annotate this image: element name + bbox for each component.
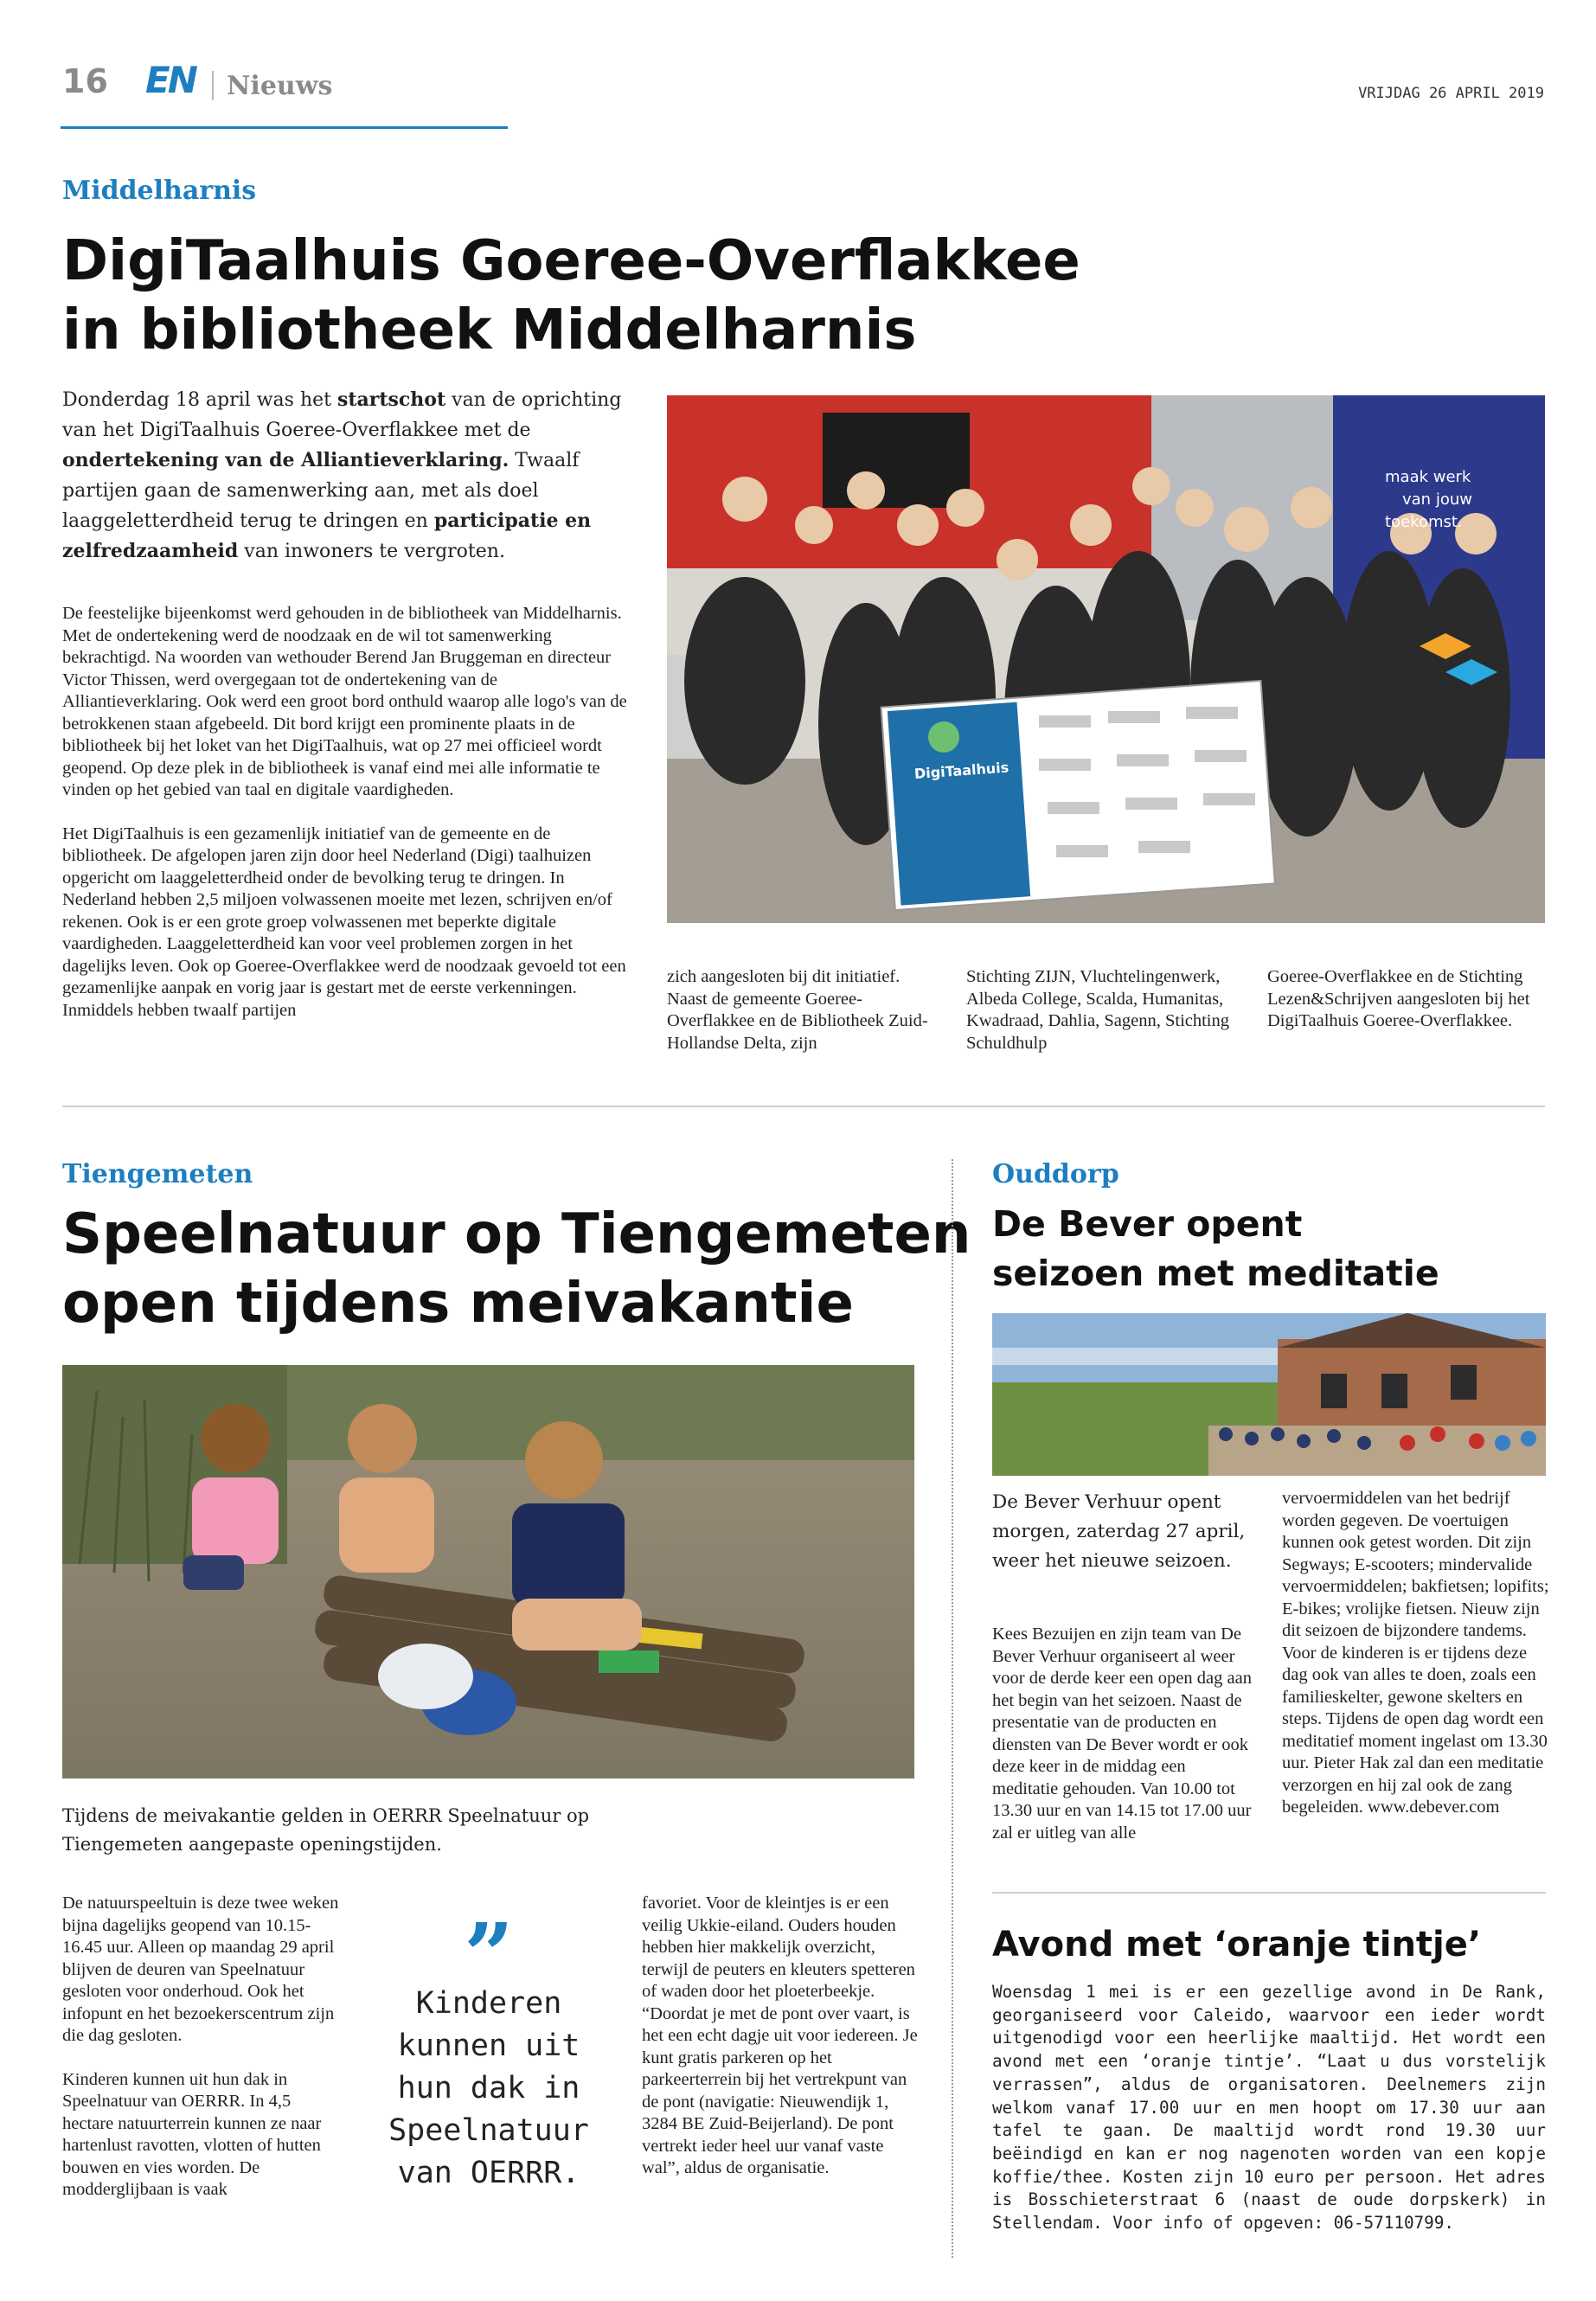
header-underline (61, 126, 508, 129)
banner-line3: toekomst. (1385, 513, 1463, 531)
article2-para2: Kinderen kunnen uit hun dak in Speelnatuur van OERRR. In 4,5 hectare natuurterrein kunnen ze naar hartenlust ravotten, vlotten of hutten bouwen en vies worden. De modderglijbaan is vaak (62, 2069, 322, 2199)
article1-column4: Goeree-Overflakkee en de Stichting Lezen&Schrijven aangesloten bij het DigiTaalhuis Goeree-Overflakkee. (1267, 967, 1530, 1030)
article1-title (62, 227, 1080, 365)
article1-column1 (62, 603, 633, 1043)
article1-lead: Donderdag 18 april was het startschot van de oprichting van het DigiTaalhuis Goeree-Overflakkee met de ondertekening van de Alliantieverklaring. Twaalf partijen gaan de samenwerking aan, met als doel laaggeletterdheid terug te dringen en participatie en zelfredzaamheid van inwoners te vergroten. (62, 388, 622, 562)
en-logo: EN (145, 59, 195, 101)
article4-body: Woensdag 1 mei is er een gezellige avond in De Rank, georganiseerd voor Caleido, waarvoor een ieder wordt uitgenodigd voor een heerlijke maaltijd. Het wordt een avond met een ‘oranje tintje’. “Laat u dus vorstelijk verrassen”, aldus de organisatoren. Deelnemers zijn welkom vanaf 17.00 uur en men hoopt om 17.30 uur aan tafel te gaan. De maaltijd wordt rond 19.30 uur beëindigd en kan er nog nagenoten worden van een kopje koffie/thee. Kosten zijn 10 euro per persoon. Het adres is Bosschieterstraat 6 (naast de oude dorpskerk) in Stellendam. Voor info of opgeven: 06-57110799. (992, 1982, 1546, 2234)
section-divider (62, 1106, 1545, 1107)
banner-line2: van jouw (1402, 490, 1472, 509)
poster-title: DigiTaalhuis (913, 759, 1010, 783)
article2-title-line1: Speelnatuur op Tiengemeten (62, 1202, 971, 1266)
article1-photo (667, 395, 1545, 923)
quote-mark-icon: ” (464, 1904, 514, 2006)
article1-para1: De feestelijke bijeenkomst werd gehouden in de bibliotheek van Middelharnis. Met de ondertekening werd de noodzaak en de wil tot samenwerking bekrachtigd. Na woorden van wethouder Berend Jan Bruggeman en directeur Victor Thissen, werd overgegaan tot de ondertekening van de Alliantieverklaring. Ook werd een groot bord onthuld waarop alle logo's van de betrokkenen staan afgebeeld. Dit bord krijgt een prominente plaats in de bibliotheek bij het loket van het DigiTaalhuis, wat op 27 mei officieel wordt geopend. Op deze plek in de bibliotheek is vanaf eind mei alle informatie te vinden op het gebied van taal en digitale vaardigheden. (62, 604, 627, 799)
section-label: Nieuws (227, 71, 333, 101)
article1-para2: Het DigiTaalhuis is een gezamenlijk initiatief van de gemeente en de bibliotheek. De afgelopen jaren zijn door heel Nederland (Digi) taalhuizen opgericht om laaggeletterdheid onder de bevolking terug te dringen. In Nederland hebben 2,5 miljoen volwassenen moeite met lezen, schrijven en/of rekenen. Ook is er een grote groep volwassenen met beperkte digitale vaardigheden. Laaggeletterdheid kan voor veel problemen zorgen in het dagelijks leven. Ook op Goeree-Overflakkee werd de noodzaak gevoeld tot een gezamenlijke aanpak en vorig jaar is gestart met de eerste verkenningen. Inmiddels hebben twaalf partijen (62, 824, 626, 1020)
article3-column2: vervoermiddelen van het bedrijf worden gegeven. De voertuigen kunnen ook getest worden. Dit zijn Segways; E-scooters; mindervalide vervoermiddelen; bakfietsen; lopifits; E-bikes; vrolijke fietsen. Nieuw zijn dit seizoen de bijzondere tandems. Voor de kinderen is er tijdens deze dag ook van alles te doen, zoals een familieskelter, gewone skelters en steps. Tijdens de open dag wordt een meditatief moment ingelast om 13.30 uur. Pieter Hak zal dan een meditatie verzorgen en hij zal ook de zang begeleiden. www.debever.com (1282, 1489, 1549, 1817)
header-divider (212, 71, 214, 100)
article1-column3: Stichting ZIJN, Vluchtelingenwerk, Albeda College, Scalda, Humanitas, Kwadraad, Dahlia, Sagenn, Stichting Schuldhulp (966, 967, 1230, 1053)
article1-title-line2: in bibliotheek Middelharnis (62, 298, 917, 362)
article2-column3: favoriet. Voor de kleintjes is er een veilig Ukkie-eiland. Ouders houden hebben hier makkelijk overzicht, terwijl de peuters en kleuters spetteren of waden door het ploeterbeekje. “Doordat je met de pont over vaart, is het een echt dagje uit voor iedereen. Je kunt gratis parkeren op het parkeerterrein bij het vertrekpunt van de pont (navigatie: Nieuwendijk 1, 3284 BE Zuid-Beijerland). De pont vertrekt ieder heel uur vanaf vaste wal”, aldus de organisatie. (642, 1894, 918, 2177)
article2-title (62, 1200, 971, 1338)
article3-divider (992, 1892, 1546, 1894)
issue-date: VRIJDAG 26 APRIL 2019 (1358, 85, 1544, 102)
article2-caption: Tijdens de meivakantie gelden in OERRR Speelnatuur op Tiengemeten aangepaste openingstijden. (62, 1805, 590, 1855)
article3-title-line1: De Bever opent (992, 1203, 1303, 1245)
article3-kicker: Ouddorp (992, 1159, 1119, 1189)
article2-kicker: Tiengemeten (62, 1159, 253, 1189)
article3-title (992, 1200, 1439, 1298)
column-divider (952, 1159, 953, 2258)
pull-quote-text: Kinderen kunnen uit hun dak in Speelnatuur van OERRR. (388, 1986, 589, 2190)
article2-column1 (62, 1893, 339, 2223)
article1-kicker: Middelharnis (62, 176, 257, 206)
article3-lead: De Bever Verhuur opent morgen, zaterdag 27 april, weer het nieuwe seizoen. (992, 1491, 1246, 1572)
page-header (0, 0, 1596, 138)
article2-photo (62, 1365, 914, 1779)
page-number: 16 (62, 62, 108, 100)
article3-column1: Kees Bezuijen en zijn team van De Bever Verhuur organiseert al weer voor de derde keer een open dag aan het begin van het seizoen. Naast de presentatie van de producten en diensten van De Bever wordt er ook deze keer in de middag een meditatie gehouden. Van 10.00 tot 13.30 uur en van 14.15 tot 17.00 uur zal er uitleg van alle (992, 1625, 1252, 1843)
banner-line1: maak werk (1385, 468, 1471, 486)
article2-para1: De natuurspeeltuin is deze twee weken bijna dagelijks geopend van 10.15-16.45 uur. Alleen op maandag 29 april blijven de deuren van Speelnatuur gesloten voor onderhoud. Ook het infopunt en het bezoekerscentrum zijn die dag gesloten. (62, 1894, 339, 2045)
article2-title-line2: open tijdens meivakantie (62, 1272, 854, 1336)
article1-title-line1: DigiTaalhuis Goeree-Overflakkee (62, 229, 1080, 293)
article3-title-line2: seizoen met meditatie (992, 1253, 1439, 1294)
article4-title: Avond met ‘oranje tintje’ (992, 1925, 1482, 1965)
article3-photo (992, 1313, 1546, 1476)
article1-column2: zich aangesloten bij dit initiatief. Naast de gemeente Goeree-Overflakkee en de Bibliotheek Zuid-Hollandse Delta, zijn (667, 967, 928, 1053)
